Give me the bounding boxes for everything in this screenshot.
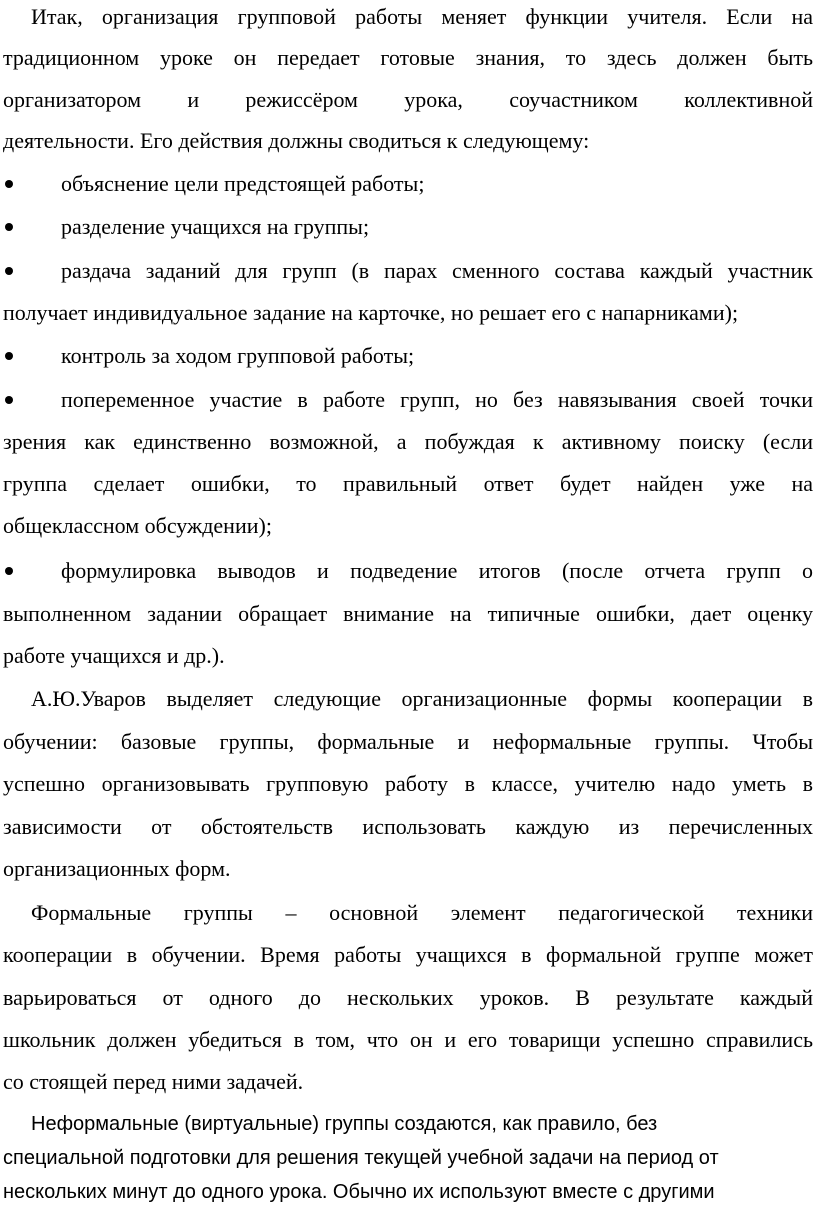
list-item-text: контроль за ходом групповой работы;	[61, 343, 415, 368]
list-item-text: попеременное участие в работе групп, но без навязывания своей точки	[61, 387, 813, 412]
bullet-icon	[3, 163, 19, 205]
text-line: организатором и режиссёром урока, соучастником коллективной	[3, 87, 813, 112]
text-line: Неформальные (виртуальные) группы создаются, как правило, без	[31, 1113, 658, 1135]
text-line: школьник должен убедиться в том, что он и его товарищи успешно справились	[3, 1027, 813, 1052]
text-line: варьироваться от одного до нескольких уроков. В результате каждый	[3, 985, 813, 1010]
bullet-icon	[3, 379, 19, 421]
bullet-icon	[3, 550, 19, 592]
text-line: специальной подготовки для решения текущей учебной задачи на период от	[3, 1147, 719, 1169]
text-line: нескольких минут до одного урока. Обычно их используют вместе с другими	[3, 1181, 715, 1203]
text-line: деятельности. Его действия должны сводиться к следующему:	[3, 128, 590, 153]
text-line: зависимости от обстоятельств использовать каждую из перечисленных	[3, 814, 813, 839]
text-line: обучении: базовые группы, формальные и неформальные группы. Чтобы	[3, 729, 813, 754]
text-line: организационных форм.	[3, 856, 231, 881]
list-item-text: разделение учащихся на группы;	[61, 214, 370, 239]
list-item-text: раздача заданий для групп (в парах сменного состава каждый участник	[61, 258, 813, 283]
text-line: выполненном задании обращает внимание на типичные ошибки, дает оценку	[3, 601, 813, 626]
bullet-icon	[3, 335, 19, 377]
bullet-icon	[3, 250, 19, 292]
text-line: получает индивидуальное задание на карточке, но решает его с напарниками);	[3, 300, 739, 325]
text-line: кооперации в обучении. Время работы учащихся в формальной группе может	[3, 942, 813, 967]
list-item-text: формулировка выводов и подведение итогов (после отчета групп о	[61, 558, 813, 583]
text-line: А.Ю.Уваров выделяет следующие организационные формы кооперации в	[31, 686, 813, 711]
text-line: традиционном уроке он передает готовые знания, то здесь должен быть	[3, 45, 813, 70]
list-item-text: объяснение цели предстоящей работы;	[61, 171, 425, 196]
text-line: группа сделает ошибки, то правильный ответ будет найден уже на	[3, 471, 813, 496]
text-line: со стоящей перед ними задачей.	[3, 1069, 304, 1094]
text-line: работе учащихся и др.).	[3, 643, 225, 668]
bullet-icon	[3, 206, 19, 248]
text-line: зрения как единственно возможной, а побуждая к активному поиску (если	[3, 429, 813, 454]
text-line: Формальные группы – основной элемент педагогической техники	[31, 900, 813, 925]
text-line: общеклассном обсуждении);	[3, 513, 272, 538]
text-line: Итак, организация групповой работы меняет функции учителя. Если на	[31, 4, 813, 29]
text-line: успешно организовывать групповую работу в классе, учителю надо уметь в	[3, 771, 813, 796]
